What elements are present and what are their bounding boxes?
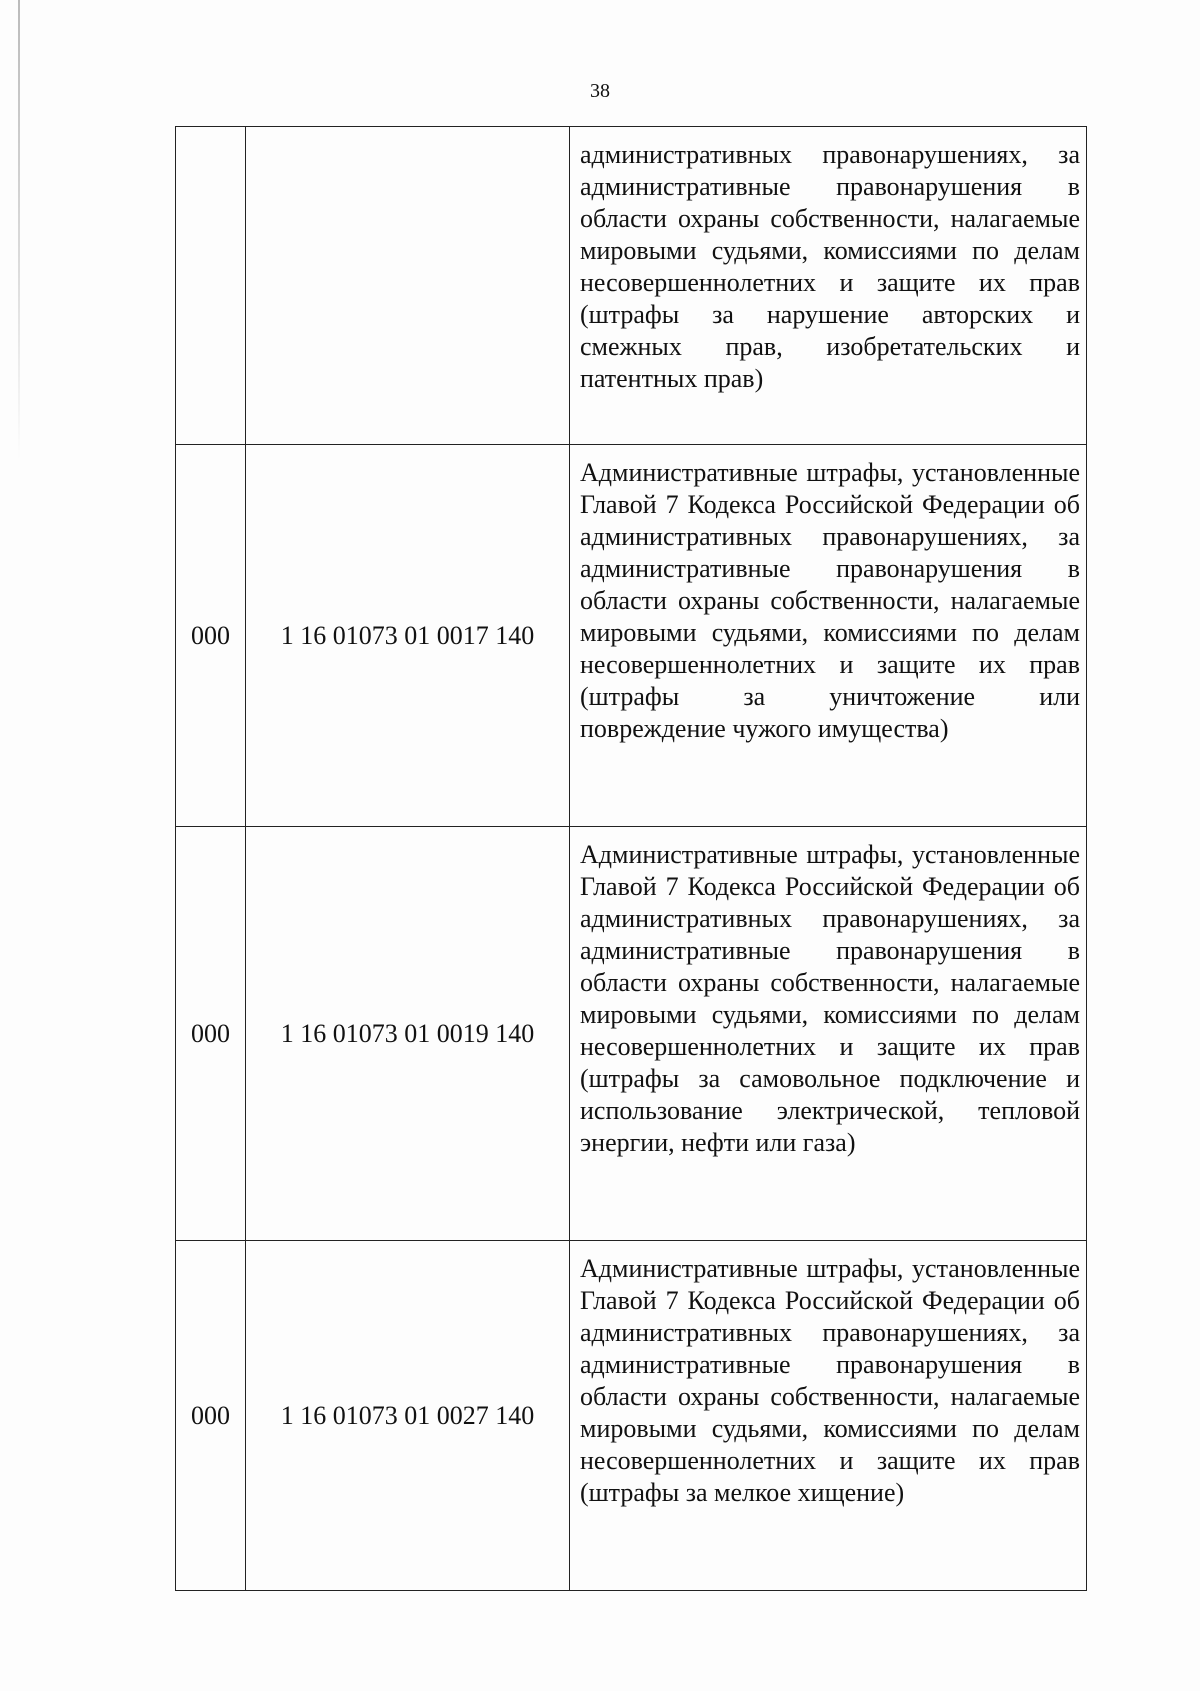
kbk-code-cell: 1 16 01073 01 0027 140 [246,1241,570,1591]
description-text: Административные штрафы, установленные Главой 7 Кодекса Российской Федерации об административных правонарушениях, за административные правонарушения в области охраны собственности, налагаемые мировыми судьями, комиссиями по делам несовершеннолетних и защите их прав [580,1254,1080,1475]
kbk-code-cell [246,127,570,445]
scan-edge-line [18,0,20,460]
kbk-code-cell: 1 16 01073 01 0017 140 [246,445,570,827]
kbk-code-cell: 1 16 01073 01 0019 140 [246,827,570,1241]
description-text: Административные штрафы, установленные Главой 7 Кодекса Российской Федерации об административных правонарушениях, за административные правонарушения в области охраны собственности, налагаемые мировыми судьями, комиссиями по делам несовершеннолетних и защите их прав (штрафы за самовольное подключение и использование электрической, тепловой [580,840,1080,1125]
admin-code-cell: 000 [176,445,246,827]
admin-code-cell: 000 [176,1241,246,1591]
page-number: 38 [590,80,610,102]
description-cell [570,1241,1087,1591]
admin-code-cell: 000 [176,827,246,1241]
budget-code-table [175,126,1087,1591]
table-row [176,445,1087,827]
description-text-last-line: повреждение чужого имущества) [580,714,949,743]
admin-code-cell [176,127,246,445]
description-text-last-line: энергии, нефти или газа) [580,1128,856,1157]
description-text: Административные штрафы, установленные Главой 7 Кодекса Российской Федерации об административных правонарушениях, за административные правонарушения в области охраны собственности, налагаемые мировыми судьями, комиссиями по делам несовершеннолетних и защите их прав (штрафы за уничтожение или [580,458,1080,711]
description-text: административных правонарушениях, за административные правонарушения в области охраны собственности, налагаемые мировыми судьями, комиссиями по делам несовершеннолетних и защите их прав (штрафы за нарушение авторских и смежных прав, изобретательских и [580,140,1080,361]
table-row [176,827,1087,1241]
description-text-last-line: патентных прав) [580,364,764,393]
description-cell [570,127,1087,445]
description-text-last-line: (штрафы за мелкое хищение) [580,1478,905,1507]
table-row [176,1241,1087,1591]
description-cell [570,827,1087,1241]
table-row [176,127,1087,445]
description-cell [570,445,1087,827]
